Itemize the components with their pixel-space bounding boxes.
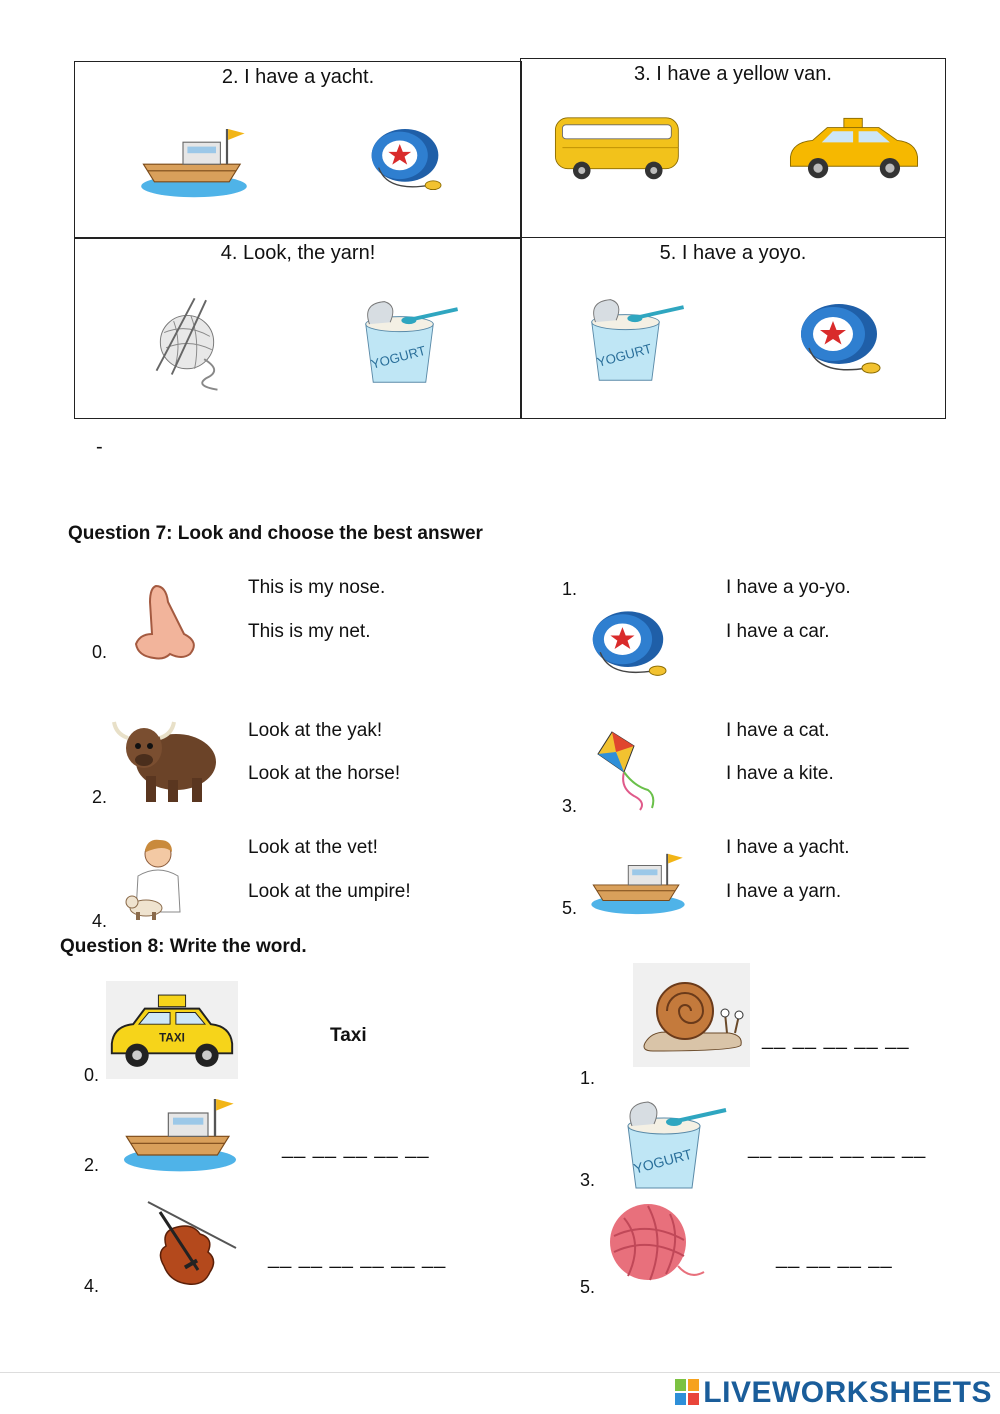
dash-mark: -: [96, 436, 103, 458]
q8-blank-5[interactable]: __ __ __ __: [776, 1247, 893, 1269]
cell-title: 4. Look, the yarn!: [220, 242, 376, 264]
q7-item-number: 4.: [92, 911, 108, 931]
boat-image: [118, 1092, 242, 1176]
q8-answer-taxi: Taxi: [330, 1025, 367, 1046]
footer-divider: [0, 1372, 1000, 1373]
violin-image: [144, 1198, 240, 1294]
yak-image: [110, 714, 220, 806]
q8-blank-1[interactable]: __ __ __ __ __: [762, 1028, 910, 1050]
liveworksheets-badge-icon: [675, 1379, 699, 1405]
table-cell-yarn: [74, 237, 522, 419]
q7-option-a[interactable]: I have a yacht.: [726, 837, 850, 858]
q8-blank-3[interactable]: __ __ __ __ __ __: [748, 1137, 927, 1159]
q8-item-number: 3.: [580, 1170, 596, 1190]
snail-image-frame: [633, 963, 750, 1067]
vet-image: [118, 836, 198, 924]
boat-image[interactable]: [139, 122, 249, 202]
taxi-image: [106, 985, 238, 1075]
snail-image: [633, 963, 750, 1067]
q7-option-b[interactable]: I have a yarn.: [726, 881, 842, 902]
q7-option-a[interactable]: Look at the vet!: [248, 837, 378, 858]
q8-item-number: 1.: [580, 1068, 596, 1088]
question-8-heading: Question 8: Write the word.: [60, 936, 307, 957]
cell-title: 2. I have a yacht.: [221, 66, 375, 88]
q8-item-number: 4.: [84, 1276, 100, 1296]
van-image[interactable]: [541, 109, 691, 181]
q7-option-b[interactable]: Look at the umpire!: [248, 881, 411, 902]
q7-item-number: 3.: [562, 796, 578, 816]
q8-blank-4[interactable]: __ __ __ __ __ __: [268, 1247, 447, 1269]
kite-image: [590, 728, 660, 812]
question-7-heading: Question 7: Look and choose the best answer: [68, 523, 483, 544]
q7-item-number: 0.: [92, 642, 108, 662]
q8-blank-2[interactable]: __ __ __ __ __: [282, 1137, 430, 1159]
q8-item-number: 0.: [84, 1065, 100, 1085]
table-cell-yoyo: [520, 237, 946, 419]
yogurt-image: [614, 1096, 730, 1192]
brand-name: LIVEWORKSHEETS: [703, 1376, 992, 1409]
q8-item-number: 5.: [580, 1277, 596, 1297]
q7-option-a[interactable]: I have a cat.: [726, 720, 830, 741]
q7-option-a[interactable]: This is my nose.: [248, 577, 386, 598]
q7-option-a[interactable]: Look at the yak!: [248, 720, 383, 741]
yoyo-image: [576, 604, 680, 680]
q7-item-number: 1.: [562, 579, 578, 599]
table-cell-yacht: [74, 61, 522, 239]
yoyo-image[interactable]: [355, 122, 455, 194]
table-cell-yellow-van: [520, 58, 946, 238]
yarn-image[interactable]: [147, 294, 227, 394]
yoyo-image[interactable]: [783, 296, 895, 378]
cell-title: 5. I have a yoyo.: [659, 242, 807, 264]
q8-item-number: 2.: [84, 1155, 100, 1175]
liveworksheets-logo[interactable]: [675, 1376, 992, 1410]
cell-title: 3. I have a yellow van.: [634, 63, 832, 85]
car-image[interactable]: [783, 111, 925, 181]
nose-image: [126, 582, 202, 662]
boat-image: [584, 848, 692, 918]
q7-option-b[interactable]: Look at the horse!: [248, 763, 401, 784]
yarn-ball-image: [604, 1200, 708, 1290]
taxi-image-frame: [106, 981, 238, 1079]
yogurt-image[interactable]: [351, 296, 463, 386]
q7-option-b[interactable]: This is my net.: [248, 621, 371, 642]
q7-option-b[interactable]: I have a car.: [726, 621, 830, 642]
q7-item-number: 2.: [92, 787, 108, 807]
q7-option-b[interactable]: I have a kite.: [726, 763, 834, 784]
yogurt-image[interactable]: [577, 294, 689, 384]
q7-item-number: 5.: [562, 898, 578, 918]
q7-option-a[interactable]: I have a yo-yo.: [726, 577, 851, 598]
